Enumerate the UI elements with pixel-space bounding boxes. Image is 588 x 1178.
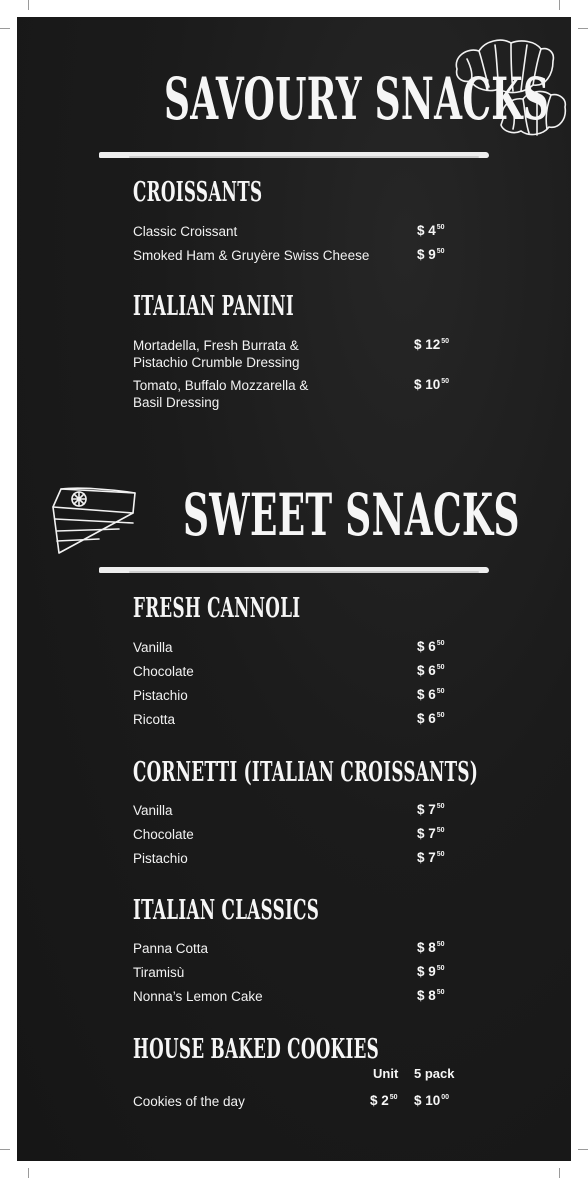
- crop-mark: [0, 1149, 10, 1150]
- menu-item-name: Ricotta: [133, 712, 176, 727]
- category-heading-croissants: CROISSANTS: [133, 177, 263, 208]
- crop-mark: [28, 0, 29, 10]
- chalkboard-menu: [17, 17, 571, 1161]
- menu-item-name: Chocolate: [133, 827, 194, 842]
- menu-item-price: $ $6^{50}$: [417, 663, 445, 678]
- menu-item-price: $ $8^{50}$: [417, 940, 445, 955]
- menu-item-name: Tomato, Buffalo Mozzarella & Basil Dressing: [133, 378, 309, 410]
- menu-item-name: Smoked Ham & Gruyère Swiss Cheese: [133, 248, 370, 263]
- menu-item-name: Cookies of the day: [133, 1094, 245, 1109]
- menu-item-price: $ $4^{50}$: [417, 223, 445, 238]
- menu-item-name: Pistachio: [133, 851, 188, 866]
- menu-item-price: $ $6^{50}$: [417, 687, 445, 702]
- menu-item-price: $ $6^{50}$: [417, 639, 445, 654]
- menu-item-price: $ $8^{50}$: [417, 988, 445, 1003]
- chalk-divider: [99, 152, 489, 158]
- cake-slice-icon: [49, 483, 141, 559]
- crop-mark: [578, 1149, 588, 1150]
- category-heading-panini: ITALIAN PANINI: [133, 291, 295, 322]
- crop-mark: [559, 0, 560, 10]
- chalk-divider: [99, 567, 489, 573]
- menu-item-price: $ $6^{50}$: [417, 711, 445, 726]
- menu-item-price: $ $7^{50}$: [417, 802, 445, 817]
- category-heading-cannoli: FRESH CANNOLI: [133, 593, 301, 624]
- menu-item-price: $ $9^{50}$: [417, 964, 445, 979]
- column-header-unit: Unit: [373, 1066, 399, 1081]
- crop-mark: [28, 1168, 29, 1178]
- menu-item-name: Classic Croissant: [133, 224, 238, 239]
- menu-item-name: Vanilla: [133, 803, 173, 818]
- section-title-savoury: SAVOURY SNACKS: [164, 65, 550, 133]
- column-header-pack: 5 pack: [414, 1066, 455, 1081]
- menu-item-name: Tiramisù: [133, 965, 185, 980]
- menu-item-name: Vanilla: [133, 640, 173, 655]
- category-heading-classics: ITALIAN CLASSICS: [133, 895, 320, 926]
- menu-item-name: Nonna’s Lemon Cake: [133, 989, 263, 1004]
- menu-item-price: $ $7^{50}$: [417, 850, 445, 865]
- category-heading-cornetti: CORNETTI (ITALIAN CROISSANTS): [133, 757, 479, 788]
- menu-item-price-unit: $ $2^{50}$: [370, 1093, 398, 1108]
- category-heading-cookies: HOUSE BAKED COOKIES: [133, 1034, 380, 1065]
- menu-item-price: $ $12^{50}$: [414, 337, 450, 352]
- menu-item-price: $ $9^{50}$: [417, 247, 445, 262]
- section-title-sweet: SWEET SNACKS: [183, 481, 520, 549]
- menu-item-name: Chocolate: [133, 664, 194, 679]
- crop-mark: [559, 1168, 560, 1178]
- menu-item-name: Mortadella, Fresh Burrata & Pistachio Crumble Dressing: [133, 338, 300, 370]
- menu-item-price: $ $10^{50}$: [414, 377, 450, 392]
- menu-item-name: Panna Cotta: [133, 941, 209, 956]
- menu-item-price-pack: $ $10^{00}$: [414, 1093, 450, 1108]
- crop-mark: [0, 28, 10, 29]
- menu-item-name: Pistachio: [133, 688, 188, 703]
- menu-item-price: $ $7^{50}$: [417, 826, 445, 841]
- crop-mark: [578, 28, 588, 29]
